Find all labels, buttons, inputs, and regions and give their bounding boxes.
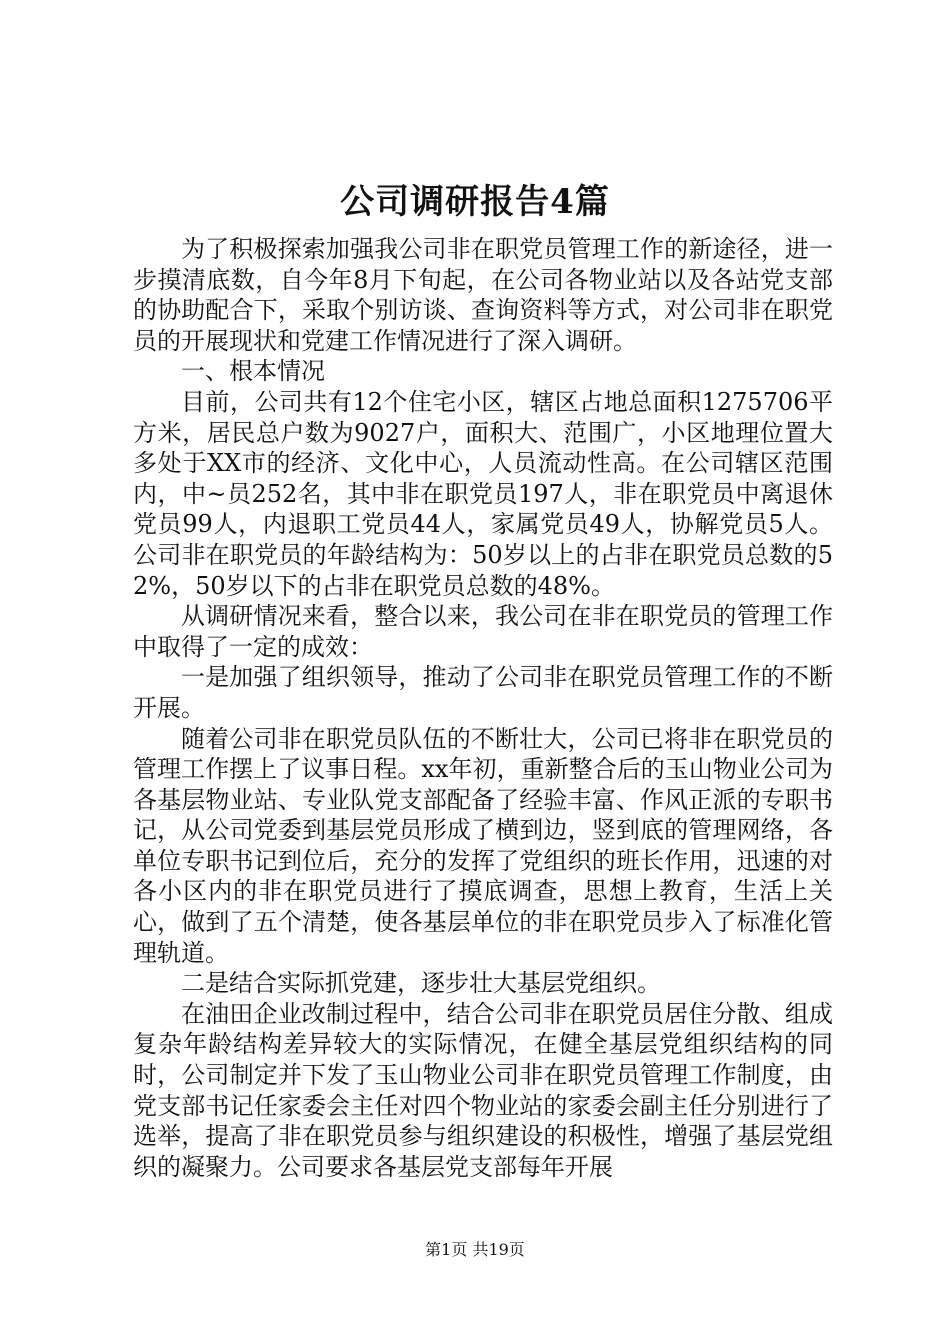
document-body bbox=[133, 234, 833, 1182]
paragraph-point-one: 一是加强了组织领导，推动了公司非在职党员管理工作的不断开展。 bbox=[133, 663, 833, 722]
page-number-footer: 第1页 共19页 bbox=[425, 1240, 525, 1259]
section-heading-basic-situation: 一、根本情况 bbox=[181, 357, 325, 386]
document-title: 公司调研报告4篇 bbox=[340, 182, 610, 222]
paragraph-point-two: 二是结合实际抓党建，逐步壮大基层党组织。 bbox=[181, 969, 661, 998]
paragraph-point-one-detail: 随着公司非在职党员队伍的不断壮大，公司已将非在职党员的管理工作摆上了议事日程。xx年初，重新整合后的玉山物业公司为各基层物业站、专业队党支部配备了经验丰富、作风正派的专职书记，从公司党委到基层党员形成了横到边，竖到底的管理网络，各单位专职书记到位后，充分的发挥了党组织的班长作用，迅速的对各小区内的非在职党员进行了摸底调查，思想上教育，生活上关心，做到了五个清楚，使各基层单位的非在职党员步入了标准化管理轨道。 bbox=[133, 724, 833, 967]
paragraph-point-two-detail: 在油田企业改制过程中，结合公司非在职党员居住分散、组成复杂年龄结构差异较大的实际情况，在健全基层党组织结构的同时，公司制定并下发了玉山物业公司非在职党员管理工作制度，由党支部书记任家委会主任对四个物业站的家委会副主任分别进行了选举，提高了非在职党员参与组织建设的积极性，增强了基层党组织的凝聚力。公司要求各基层党支部每年开展 bbox=[133, 999, 833, 1181]
paragraph-current-status: 目前，公司共有12个住宅小区，辖区占地总面积1275706平方米，居民总户数为9027户，面积大、范围广，小区地理位置大多处于XX市的经济、文化中心，人员流动性高。在公司辖区范围内，中~员252名，其中非在职党员197人，非在职党员中离退休党员99人，内退职工党员44人，家属党员49人，协解党员5人。公司非在职党员的年龄结构为：50岁以上的占非在职党员总数的52%，50岁以下的占非在职党员总数的48%。 bbox=[133, 387, 833, 600]
paragraph-research-findings: 从调研情况来看，整合以来，我公司在非在职党员的管理工作中取得了一定的成效： bbox=[133, 602, 833, 661]
paragraph-intro: 为了积极探索加强我公司非在职党员管理工作的新途径，进一步摸清底数，自今年8月下旬起，在公司各物业站以及各站党支部的协助配合下，采取个别访谈、查询资料等方式，对公司非在职党员的开展现状和党建工作情况进行了深入调研。 bbox=[133, 235, 833, 355]
